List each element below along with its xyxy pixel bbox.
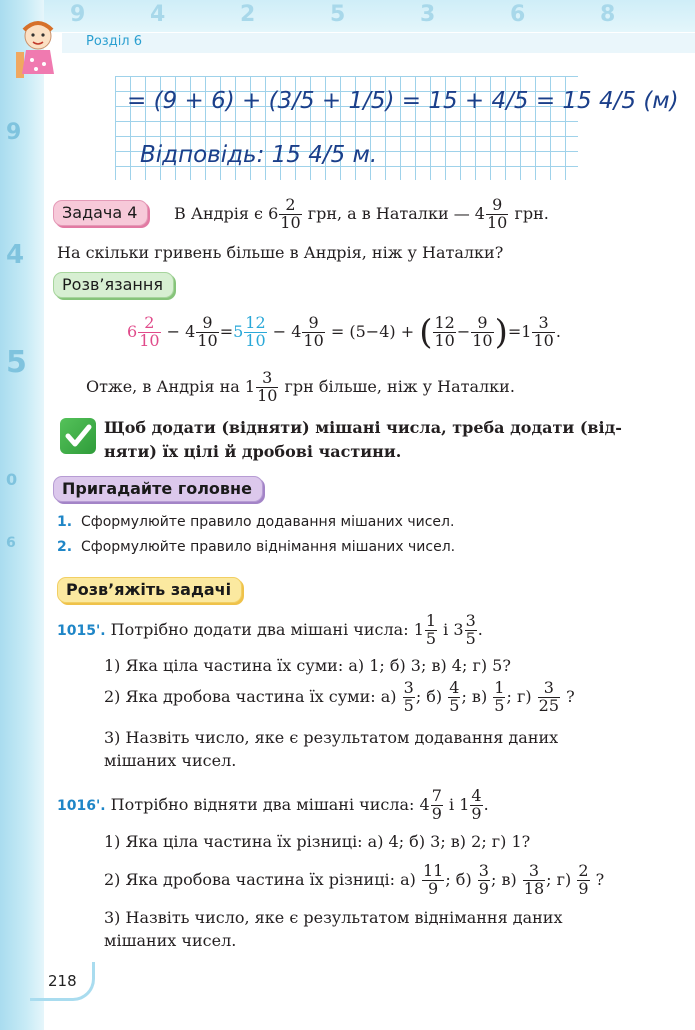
task-text: В Андрія є bbox=[174, 203, 263, 223]
conclusion-text: грн більше, ніж у Наталки. bbox=[284, 376, 515, 396]
denominator: 25 bbox=[538, 695, 560, 715]
fraction bbox=[465, 613, 477, 648]
numerator: 12 bbox=[434, 313, 455, 332]
minus-sign: − bbox=[166, 321, 181, 341]
denominator: 5 bbox=[403, 695, 414, 715]
fraction bbox=[470, 788, 482, 823]
option-label: ; в) bbox=[490, 869, 517, 889]
denominator: 10 bbox=[245, 330, 266, 350]
task-text: грн, а в Наталки — bbox=[307, 203, 470, 223]
question-mark: ? bbox=[566, 686, 575, 706]
problem-number: 1016'. bbox=[57, 797, 106, 814]
section-title: Розділ 6 bbox=[86, 34, 143, 49]
paren-open: ( bbox=[419, 312, 433, 353]
problem-1016-q2 bbox=[104, 863, 604, 898]
fraction bbox=[523, 863, 545, 898]
conclusion-text: Отже, в Андрія на bbox=[86, 376, 240, 396]
fraction bbox=[256, 370, 278, 405]
decor-digit: 2 bbox=[240, 2, 256, 27]
mixed-whole: 4 bbox=[185, 321, 196, 341]
problem-number: 1015'. bbox=[57, 622, 106, 639]
decor-digit: 5 bbox=[330, 2, 346, 27]
minus-sign: − bbox=[272, 321, 287, 341]
task-text: грн. bbox=[514, 203, 549, 223]
denominator: 10 bbox=[472, 330, 493, 350]
top-decorative-band bbox=[0, 0, 695, 32]
handwritten-expression: = (9 + 6) + (3/5 + 1/5) = 15 + 4/5 = 15 4/5 (м) bbox=[127, 88, 679, 114]
decor-digit: 0 bbox=[6, 470, 18, 489]
decor-digit: 4 bbox=[150, 2, 166, 27]
period: . bbox=[555, 321, 561, 341]
numerator: 3 bbox=[478, 861, 489, 880]
girl-mascot-icon bbox=[8, 14, 64, 78]
remember-item bbox=[57, 537, 455, 557]
conjunction: і bbox=[449, 794, 455, 814]
fraction bbox=[433, 315, 455, 350]
numerator: 3 bbox=[403, 678, 414, 697]
fraction bbox=[425, 613, 437, 648]
numerator: 2 bbox=[578, 861, 589, 880]
question-text: 2) Яка дробова частина їх суми: а) bbox=[104, 686, 397, 706]
option-label: ; б) bbox=[415, 686, 443, 706]
mixed-whole: 4 bbox=[474, 203, 485, 223]
fraction bbox=[279, 197, 301, 232]
fraction bbox=[493, 680, 505, 715]
problem-text: Потрібно відняти два мішані числа: bbox=[110, 794, 415, 814]
denominator: 10 bbox=[533, 330, 554, 350]
fraction bbox=[577, 863, 589, 898]
denominator: 9 bbox=[431, 803, 442, 823]
fraction bbox=[431, 788, 443, 823]
fraction bbox=[302, 315, 324, 350]
decor-digit: 6 bbox=[510, 2, 526, 27]
decor-digit: 9 bbox=[6, 120, 22, 145]
numerator: 4 bbox=[449, 678, 460, 697]
task-4-statement bbox=[174, 197, 549, 232]
problem-1015-q1: 1) Яка ціла частина їх суми: а) 1; б) 3; в) 4; г) 5? bbox=[104, 656, 511, 675]
question-text: 2) Яка дробова частина їх різниці: а) bbox=[104, 869, 416, 889]
whole-parts-group: (5−4) + bbox=[349, 321, 415, 341]
fraction bbox=[403, 680, 415, 715]
item-text: Сформулюйте правило віднімання мішаних чисел. bbox=[80, 539, 456, 555]
numerator: 9 bbox=[471, 315, 493, 333]
problem-1015-q3-line2: мішаних чисел. bbox=[104, 751, 237, 770]
section-bar bbox=[62, 33, 695, 53]
numerator: 9 bbox=[196, 315, 218, 333]
numerator: 3 bbox=[538, 680, 560, 698]
equals-sign: = bbox=[219, 321, 234, 341]
numerator: 7 bbox=[431, 786, 442, 805]
numerator: 9 bbox=[302, 315, 324, 333]
mixed-whole: 1 bbox=[413, 619, 424, 639]
paren-close: ) bbox=[494, 312, 508, 353]
option-label: ; в) bbox=[461, 686, 488, 706]
question-mark: ? bbox=[595, 869, 605, 889]
solution-conclusion bbox=[86, 370, 515, 405]
denominator: 5 bbox=[425, 628, 437, 648]
denominator: 9 bbox=[471, 803, 482, 823]
denominator: 10 bbox=[139, 330, 160, 350]
denominator: 10 bbox=[303, 330, 324, 350]
mixed-whole: 4 bbox=[419, 794, 430, 814]
numerator: 9 bbox=[486, 197, 508, 215]
page-number: 218 bbox=[48, 972, 77, 990]
numerator: 4 bbox=[471, 786, 482, 805]
fraction bbox=[538, 680, 560, 715]
numerator: 11 bbox=[422, 861, 444, 880]
decor-digit: 4 bbox=[6, 240, 25, 270]
checkmark-icon bbox=[60, 418, 96, 454]
problem-1016-q3-line1: 3) Назвіть число, яке є результатом віднімання даних bbox=[104, 908, 563, 927]
denominator: 18 bbox=[523, 878, 545, 898]
equals-sign: = bbox=[330, 321, 345, 341]
denominator: 10 bbox=[197, 330, 218, 350]
denominator: 9 bbox=[428, 878, 439, 898]
numerator: 12 bbox=[245, 313, 266, 332]
item-number: 1. bbox=[57, 514, 73, 530]
option-label: ; г) bbox=[546, 869, 572, 889]
fraction bbox=[486, 197, 508, 232]
option-label: ; б) bbox=[445, 869, 472, 889]
fraction bbox=[448, 680, 460, 715]
solution-expression bbox=[127, 312, 561, 353]
problem-text: Потрібно додати два мішані числа: bbox=[110, 619, 409, 639]
mixed-whole: 5 bbox=[233, 321, 244, 341]
denominator: 5 bbox=[494, 695, 505, 715]
decor-digit: 9 bbox=[70, 2, 86, 27]
fraction bbox=[196, 315, 218, 350]
mixed-whole: 1 bbox=[521, 321, 532, 341]
denominator: 10 bbox=[280, 212, 301, 232]
rule-line-2: няти) їх цілі й дробові частини. bbox=[104, 442, 402, 461]
fraction bbox=[532, 315, 554, 350]
numerator: 2 bbox=[138, 315, 160, 333]
conjunction: і bbox=[443, 619, 449, 639]
fraction bbox=[478, 863, 490, 898]
numerator: 3 bbox=[256, 370, 278, 388]
problem-1015-q3-line1: 3) Назвіть число, яке є результатом додавання даних bbox=[104, 728, 559, 747]
denominator: 9 bbox=[578, 878, 589, 898]
mixed-whole: 1 bbox=[459, 794, 470, 814]
rule-line-1: Щоб додати (відняти) мішані числа, треба додати (від- bbox=[104, 418, 622, 437]
denominator: 9 bbox=[478, 878, 489, 898]
fraction bbox=[471, 315, 493, 350]
mixed-whole: 1 bbox=[244, 376, 256, 396]
mixed-whole: 3 bbox=[453, 619, 464, 639]
side-decorative-strip bbox=[0, 0, 44, 1030]
denominator: 10 bbox=[434, 330, 455, 350]
denominator: 5 bbox=[465, 628, 476, 648]
decor-digit: 6 bbox=[6, 535, 16, 551]
solution-badge: Розв’язання bbox=[53, 272, 174, 298]
numerator: 3 bbox=[523, 863, 545, 881]
equals-sign: = bbox=[507, 321, 522, 341]
mixed-whole: 6 bbox=[127, 321, 138, 341]
problem-1015-statement: 1015'. Потрібно додати два мішані числа: 1 $\frac{1}{5}$ і 3 $\frac{3}{5}$ . bbox=[57, 611, 483, 648]
item-text: Сформулюйте правило додавання мішаних чисел. bbox=[80, 514, 455, 530]
numerator: 3 bbox=[532, 315, 554, 333]
problem-1015-q2 bbox=[104, 680, 575, 715]
numerator: 2 bbox=[279, 197, 301, 215]
task-4-badge: Задача 4 bbox=[53, 200, 148, 226]
decor-digit: 3 bbox=[420, 2, 436, 27]
decor-digit: 5 bbox=[6, 345, 27, 380]
fraction bbox=[138, 315, 160, 350]
numerator: 1 bbox=[494, 678, 505, 697]
task-4-question: На скільки гривень більше в Андрія, ніж у Наталки? bbox=[57, 243, 504, 262]
mixed-whole: 4 bbox=[291, 321, 302, 341]
numerator: 1 bbox=[425, 611, 437, 630]
problem-1016-q3-line2: мішаних чисел. bbox=[104, 931, 237, 950]
answer-label: Відповідь: bbox=[140, 142, 265, 168]
item-number: 2. bbox=[57, 539, 73, 555]
problem-1016-statement: 1016'. Потрібно відняти два мішані числа: 4 $\frac{7}{9}$ і 1 $\frac{4}{9}$ . bbox=[57, 786, 489, 823]
fraction bbox=[422, 863, 444, 898]
option-label: ; г) bbox=[506, 686, 532, 706]
remember-badge: Пригадайте головне bbox=[53, 476, 263, 502]
denominator: 5 bbox=[449, 695, 460, 715]
answer-value: 15 4/5 м. bbox=[271, 142, 378, 168]
handwritten-answer bbox=[140, 142, 377, 168]
problem-1016-q1: 1) Яка ціла частина їх різниці: а) 4; б) 3; в) 2; г) 1? bbox=[104, 832, 531, 851]
fraction bbox=[244, 315, 266, 350]
solve-badge: Розв’яжіть задачі bbox=[57, 577, 242, 603]
numerator: 3 bbox=[465, 611, 476, 630]
remember-item bbox=[57, 512, 454, 532]
denominator: 10 bbox=[257, 385, 278, 405]
mixed-whole: 6 bbox=[268, 203, 279, 223]
minus-sign: − bbox=[456, 321, 471, 341]
decor-digit: 8 bbox=[600, 2, 616, 27]
denominator: 10 bbox=[486, 212, 508, 232]
